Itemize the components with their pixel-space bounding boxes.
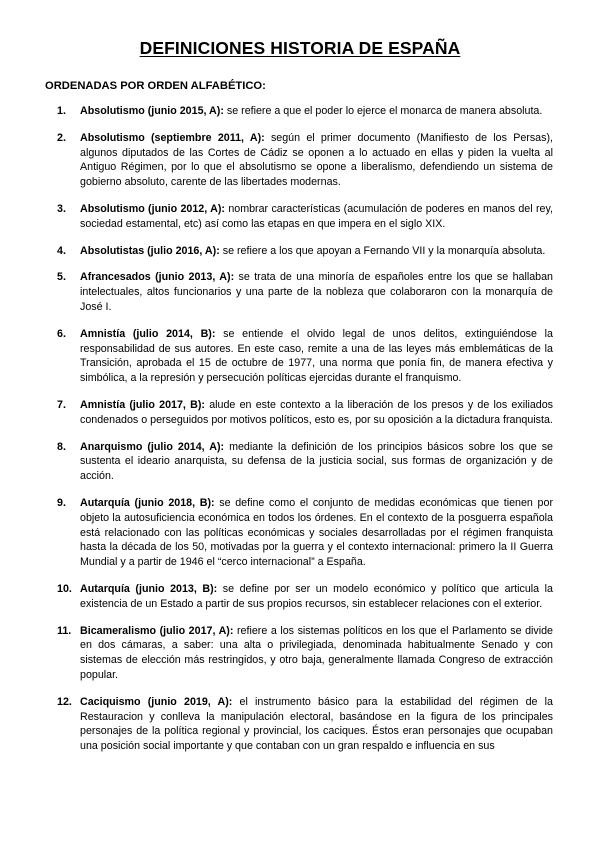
item-term: Afrancesados (junio 2013, A): [80, 271, 235, 284]
item-text: se define por ser un modelo económico y político que articula la existencia de un Estado a partir de sus propios recursos, sin establecer relaciones con el exterior. [80, 582, 553, 610]
list-item [57, 202, 553, 232]
item-term: Absolutismo (junio 2012, A): [80, 202, 225, 215]
item-text: se entiende el olvido legal de unos delitos, extinguiéndose la responsabilidad de sus autores. En este caso, remite a una de las leyes más emblemáticas de la Transición, aprobada el 15 de octubre de 1977, una norma que ponía fin, de manera efectiva y simbólica, a la represión y persecución políticas ejercidas durante el franquismo. [80, 327, 553, 385]
item-number: 11. [57, 624, 72, 637]
item-number: 9. [57, 496, 66, 509]
item-text: se refiere a los que apoyan a Fernando VII y la monarquía absoluta. [219, 244, 546, 257]
item-number: 1. [57, 105, 66, 117]
item-term: Amnistía (julio 2014, B): [80, 327, 216, 340]
item-term: Amnistía (julio 2017, B): [80, 398, 205, 411]
list-item [57, 270, 553, 314]
item-text: se refiere a que el poder lo ejerce el monarca de manera absoluta. [223, 105, 543, 117]
item-number: 10. [57, 582, 72, 595]
item-text: se define como el conjunto de medidas económicas que tienen por objeto la autosuficiencia económica en todos los órdenes. En el contexto de la posguerra española está relacionado con las políticas económicas y sociales desarrolladas por el régimen franquista hasta la década de los 50, motivadas por la guerra y el contexto internacional: primero la II Guerra Mundial y a partir de 1946 el “cerco internacional” a España. [80, 496, 554, 569]
item-text: nombrar características (acumulación de poderes en manos del rey, sociedad estamental, etc) así como las etapas en que impera en el siglo XIX. [80, 202, 553, 230]
item-term: Bicameralismo (julio 2017, A): [80, 624, 234, 637]
item-text: el instrumento básico para la estabilidad del régimen de la Restauracion y conlleva la manipulación electoral, basándose en la figura de los principales personajes de la política regional y provincial, los caciques. Éstos eran personajes que ocupaban una posición social importante y que contaban con un gran respaldo e influencia en sus [80, 695, 553, 753]
item-number: 3. [57, 202, 66, 215]
list-item [57, 582, 553, 612]
item-text: mediante la definición de los principios básicos sobre los que se sustenta el ideario anarquista, su defensa de la justicia social, sus formas de organización y de acción. [80, 440, 553, 483]
item-term: Autarquía (junio 2013, B): [80, 582, 218, 595]
item-text: alude en este contexto a la liberación de los presos y de los exiliados condenados o perseguidos por motivos políticos, esto es, por su oposición a la dictadura franquista. [80, 398, 553, 426]
item-term: Autarquía (junio 2018, B): [80, 496, 215, 509]
item-number: 7. [57, 398, 66, 411]
item-number: 5. [57, 271, 66, 284]
item-term: Anarquismo (julio 2014, A): [80, 440, 225, 453]
list-item [57, 440, 553, 484]
item-number: 2. [57, 131, 66, 144]
item-term: Absolutistas (julio 2016, A): [80, 244, 220, 257]
item-term: Caciquismo (junio 2019, A): [80, 695, 233, 708]
item-text: refiere a los sistemas políticos en los que el Parlamento se divide en dos cámaras, a saber: una alta o privilegiada, denominada habitualmente Senado y con sistemas de elección más restringidos, y otro baja, generalmente llamada Congreso de extracción popular. [80, 624, 554, 681]
list-item [57, 398, 553, 428]
list-item [57, 131, 553, 190]
item-text: se trata de una minoría de españoles entre los que se hallaban intelectuales, altos funcionarios y una parte de la nobleza que colaboraron con la monarquía de José I. [80, 271, 554, 313]
item-number: 6. [57, 327, 66, 340]
item-term: Absolutismo (septiembre 2011, A): [80, 131, 265, 144]
list-item [57, 104, 553, 119]
page-title: DEFINICIONES HISTORIA DE ESPAÑA [139, 38, 461, 58]
list-item [57, 244, 553, 259]
item-number: 8. [57, 440, 66, 453]
list-item [57, 695, 553, 754]
list-item [57, 327, 553, 386]
item-number: 12. [57, 695, 72, 708]
item-number: 4. [57, 244, 66, 257]
list-item [57, 624, 553, 683]
section-subtitle: ORDENADAS POR ORDEN ALFABÉTICO: [45, 80, 266, 92]
definition-list [57, 104, 553, 766]
item-term: Absolutismo (junio 2015, A): [80, 105, 224, 117]
item-text: según el primer documento (Manifiesto de los Persas), algunos diputados de las Cortes de Cádiz se oponen a lo actuado en ellas y piden la vuelta al Antiguo Régimen, por lo que el absolutismo se opone a liberalismo, defendiendo un sistema de gobierno absoluto, carente de las libertades modernas. [80, 131, 553, 189]
list-item [57, 496, 553, 570]
